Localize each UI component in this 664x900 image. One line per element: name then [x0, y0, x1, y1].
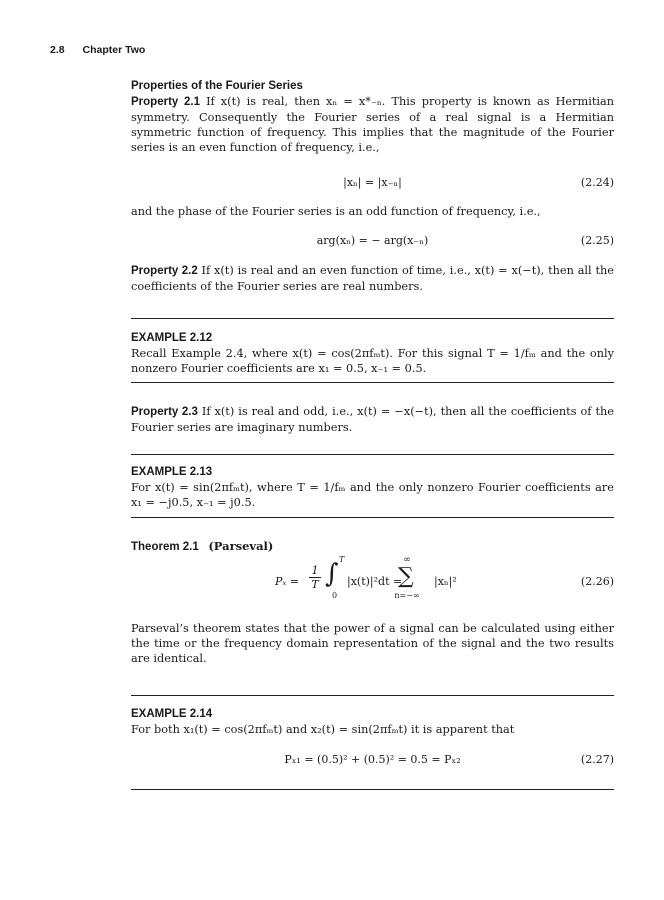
phase-paragraph [131, 204, 614, 219]
example-2-13 [131, 465, 614, 510]
divider [131, 517, 614, 518]
equation-2-27-body: Pₓ₁ = (0.5)² + (0.5)² = 0.5 = Pₓ₂ [284, 753, 461, 766]
equation-2-27-number: (2.27) [580, 753, 614, 766]
equation-2-26-number: (2.26) [580, 575, 614, 588]
phase-text: and the phase of the Fourier series is an odd function of frequency, i.e., [131, 205, 541, 218]
eq-2-26-int-lower: 0 [332, 591, 338, 600]
divider [131, 382, 614, 383]
equation-2-26 [131, 553, 614, 609]
property-2-3 [131, 404, 614, 435]
divider [131, 789, 614, 790]
eq-2-26-frac-num: 1 [309, 565, 321, 578]
theorem-2-1-name: (Parseval) [208, 539, 274, 553]
property-2-3-text: If x(t) is real and odd, i.e., x(t) = −x(−t), then all the coefficients of the Fourier series are imaginary numbers. [131, 405, 614, 434]
section-number: 2.8 [50, 44, 65, 56]
example-2-14-text: For both x₁(t) = cos(2πfₘt) and x₂(t) = sin(2πfₘt) it is apparent that [131, 723, 515, 736]
property-2-2 [131, 263, 614, 294]
summation-sign: ∑ [398, 564, 414, 589]
running-header [50, 44, 145, 56]
property-2-1-label: Property 2.1 [131, 96, 200, 108]
parseval-statement [131, 621, 614, 666]
property-2-1 [131, 94, 614, 155]
equation-2-25 [131, 234, 614, 247]
eq-2-26-sum-upper: ∞ [403, 555, 411, 565]
eq-2-26-sum-lower: n=−∞ [394, 591, 420, 600]
example-2-12-title: EXAMPLE 2.12 [131, 332, 213, 344]
parseval-statement-text: Parseval’s theorem states that the power of a signal can be calculated using either the time or the frequency domain representation of the signal and the two results are identical. [131, 622, 614, 665]
section-title: Properties of the Fourier Series [131, 80, 303, 92]
divider [131, 454, 614, 455]
example-2-12 [131, 331, 614, 376]
divider [131, 318, 614, 319]
property-2-1-text: If x(t) is real, then xₙ = x*₋ₙ. This property is known as Hermitian symmetry. Consequently the Fourier series of a real signal is a Hermitian symmetric function of frequency. This implies that the magnitude of the Fourier series is an even function of frequency, i.e., [131, 95, 615, 154]
eq-2-26-lhs: Pₓ = [275, 575, 300, 588]
eq-2-26-fraction [309, 565, 321, 592]
equation-2-25-body: arg(xₙ) = − arg(x₋ₙ) [316, 234, 429, 247]
eq-2-26-int-upper: T [339, 555, 345, 564]
integral-sign: ∫ [325, 559, 339, 589]
divider [131, 695, 614, 696]
property-2-2-label: Property 2.2 [131, 265, 198, 277]
eq-2-26-integrand: |x(t)|²dt = [347, 575, 403, 588]
equation-2-25-number: (2.25) [580, 234, 614, 247]
example-2-13-title: EXAMPLE 2.13 [131, 466, 213, 478]
equation-2-27 [131, 753, 614, 766]
equation-2-24 [131, 176, 614, 189]
properties-section [131, 79, 614, 155]
example-2-12-text: Recall Example 2.4, where x(t) = cos(2πfₘt). For this signal T = 1/fₘ and the only nonzero Fourier coefficients are x₁ = 0.5, x₋₁ = 0.5. [131, 347, 614, 375]
equation-2-24-body: |xₙ| = |x₋ₙ| [343, 176, 402, 189]
example-2-13-text: For x(t) = sin(2πfₘt), where T = 1/fₘ and the only nonzero Fourier coefficients are x₁ = −j0.5, x₋₁ = j0.5. [131, 481, 614, 509]
theorem-2-1-label: Theorem 2.1 [131, 541, 199, 553]
equation-2-24-number: (2.24) [580, 176, 614, 189]
eq-2-26-frac-den: T [311, 578, 319, 591]
property-2-3-label: Property 2.3 [131, 406, 198, 418]
eq-2-26-summand: |xₙ|² [434, 575, 457, 588]
property-2-2-text: If x(t) is real and an even function of time, i.e., x(t) = x(−t), then all the coefficients of the Fourier series are real numbers. [131, 264, 614, 293]
chapter-title: Chapter Two [82, 44, 146, 56]
example-2-14-title: EXAMPLE 2.14 [131, 708, 213, 720]
example-2-14 [131, 707, 614, 737]
